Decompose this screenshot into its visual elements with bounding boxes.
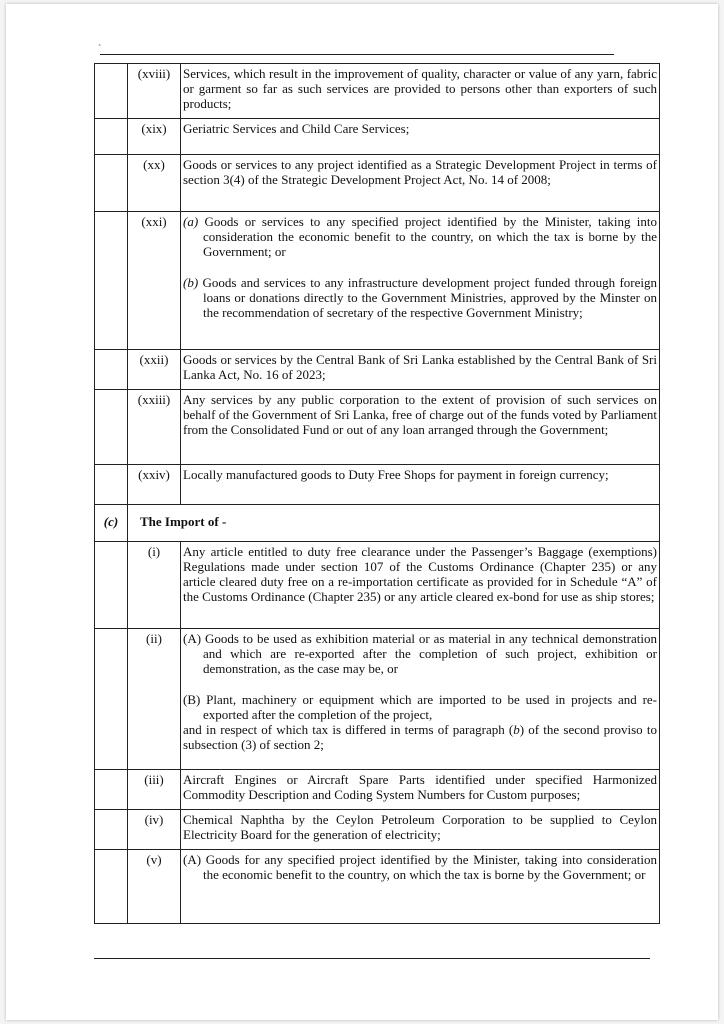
section-cell: [95, 850, 128, 924]
item-number: (xxiv): [128, 465, 181, 505]
footer-rule: [94, 958, 650, 959]
table-row: [95, 119, 660, 155]
table-row: [95, 390, 660, 465]
item-number: (iii): [128, 770, 181, 810]
section-cell: [95, 350, 128, 390]
sub-item-a: (A) Goods to be used as exhibition material or as material in any technical demonstration and which are re-exported after the completion of such project, exhibition or demonstration, as the case may be, or: [183, 631, 657, 676]
proviso-text: and in respect of which tax is differed in terms of paragraph (b) of the second proviso to subsection (3) of section 2;: [183, 722, 657, 752]
sub-item-b-label: (b): [183, 275, 199, 290]
item-text: Goods or services to any project identified as a Strategic Development Project in terms of section 3(4) of the Strategic Development Project Act, No. 14 of 2008;: [181, 155, 660, 212]
table-row: [95, 212, 660, 350]
item-number: (ii): [128, 629, 181, 770]
section-cell: [95, 64, 128, 119]
item-number: (iv): [128, 810, 181, 850]
item-number: (xxiii): [128, 390, 181, 465]
item-number: (v): [128, 850, 181, 924]
item-text: [181, 629, 660, 770]
item-number: (xix): [128, 119, 181, 155]
header-rule: [100, 54, 614, 55]
section-cell: [95, 810, 128, 850]
item-number: (i): [128, 542, 181, 629]
sub-item-a: [183, 214, 657, 259]
table-row: [95, 850, 660, 924]
item-text: Aircraft Engines or Aircraft Spare Parts identified under specified Harmonized Commodity Description and Coding System Numbers for Custom purposes;: [181, 770, 660, 810]
item-text: Chemical Naphtha by the Ceylon Petroleum Corporation to be supplied to Ceylon Electricity Board for the generation of electricity;: [181, 810, 660, 850]
page-tick-mark: `: [98, 44, 102, 55]
sub-item-b-text: Goods and services to any infrastructure development project funded through foreign loans or donations directly to the Government Ministries, approved by the Minster on the recommendation of secretary of the respective Government Ministry;: [202, 275, 658, 320]
section-cell: [95, 155, 128, 212]
exemption-table: [94, 63, 660, 924]
sub-item-b: (B) Plant, machinery or equipment which are imported to be used in projects and re-exported after the completion of the project,: [183, 692, 657, 722]
section-cell: [95, 542, 128, 629]
item-text: Geriatric Services and Child Care Services;: [181, 119, 660, 155]
sub-item-a-text: Goods or services to any specified project identified by the Minister, taking into consideration the economic benefit to the country, on which the tax is borne by the Government; or: [203, 214, 658, 259]
section-heading-row: [95, 505, 660, 542]
item-text: Services, which result in the improvement of quality, character or value of any yarn, fabric or garment so far as such services are provided to persons other than exporters of such products;: [181, 64, 660, 119]
section-cell: [95, 212, 128, 350]
table-row: [95, 465, 660, 505]
section-cell: [95, 465, 128, 505]
table-row: [95, 629, 660, 770]
section-cell: [95, 629, 128, 770]
item-number: (xviii): [128, 64, 181, 119]
table-row: [95, 542, 660, 629]
item-text: Goods or services by the Central Bank of Sri Lanka established by the Central Bank of Sri Lanka Act, No. 16 of 2023;: [181, 350, 660, 390]
table-row: [95, 350, 660, 390]
item-number: (xx): [128, 155, 181, 212]
table-row: [95, 810, 660, 850]
item-number: (xxii): [128, 350, 181, 390]
table-row: [95, 155, 660, 212]
item-text: Any services by any public corporation to the extent of provision of such services on behalf of the Government of Sri Lanka, free of charge out of the funds voted by Parliament from the Consolidated Fund or out of any loan arranged through the Government;: [181, 390, 660, 465]
section-label: (c): [95, 505, 128, 542]
table-row: [95, 770, 660, 810]
item-text: (A) Goods for any specified project identified by the Minister, taking into consideration the economic benefit to the country, on which the tax is borne by the Government; or: [181, 850, 660, 924]
section-heading: The Import of -: [128, 505, 660, 542]
table-row: [95, 64, 660, 119]
item-number: (xxi): [128, 212, 181, 350]
section-cell: [95, 119, 128, 155]
sub-item-b: [183, 275, 657, 320]
section-cell: [95, 390, 128, 465]
sub-item-a-label: (a): [183, 214, 199, 229]
section-cell: [95, 770, 128, 810]
item-text: Locally manufactured goods to Duty Free Shops for payment in foreign currency;: [181, 465, 660, 505]
item-text: [181, 212, 660, 350]
item-text: Any article entitled to duty free clearance under the Passenger’s Baggage (exemptions) Regulations made under section 107 of the Customs Ordinance (Chapter 235) or any article cleared duty free on a re-importation certificate as provided for in Schedule “A” of the Customs Ordinance (Chapter 235) or any article cleared ex-bond for use as ship stores;: [181, 542, 660, 629]
